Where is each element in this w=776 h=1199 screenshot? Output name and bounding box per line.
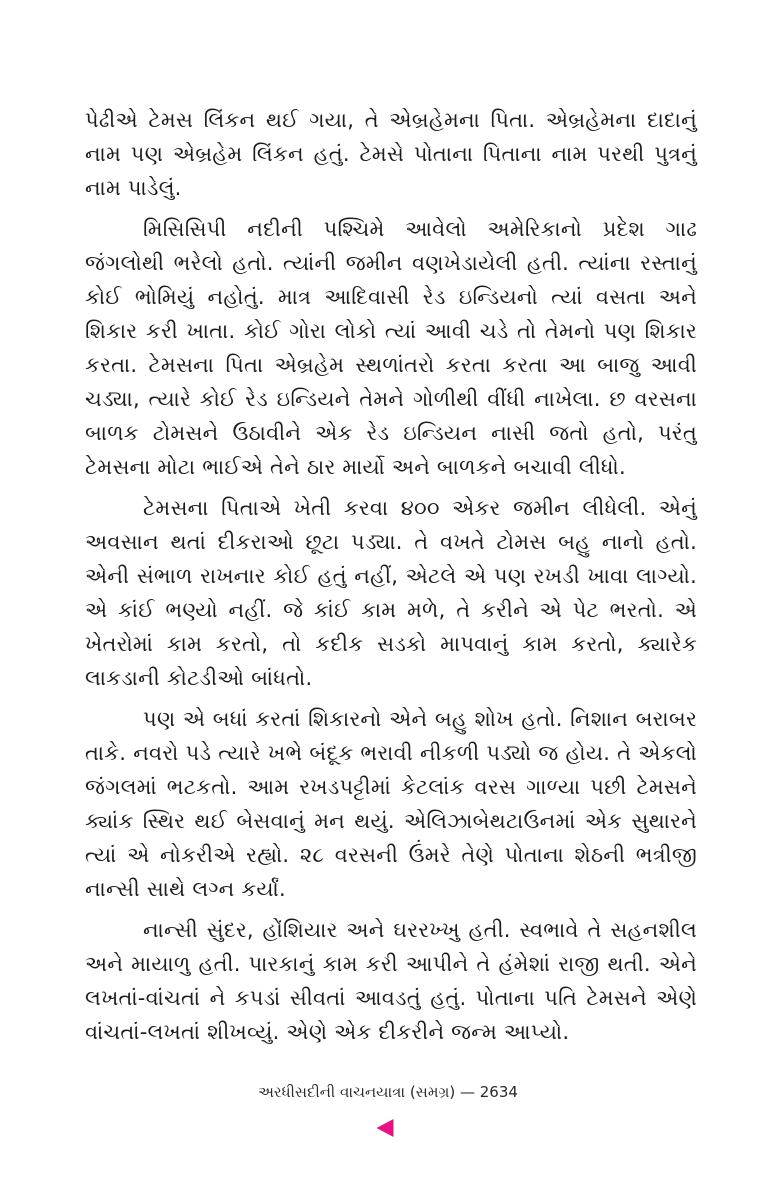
body-text xyxy=(85,103,697,1056)
paragraph: નાન્સી સુંદર, હોંશિયાર અને ઘરરખ્ખુ હતી. સ્વભાવે તે સહનશીલ અને માયાળુ હતી. પારકાનું કામ કરી આપીને તે હંમેશાં રાજી થતી. એને લખતાં-વાંચતાં ને કપડાં સીવતાં આવડતું હતું. પોતાના પતિ ટેમસને એણે વાંચતાં-લખતાં શીખવ્યું. એણે એક દીકરીને જન્મ આપ્યો. xyxy=(85,918,697,1044)
paragraph: પેઢીએ ટેમસ લિંકન થઈ ગયા, તે એબ્રહેમના પિતા. એબ્રહેમના દાદાનું નામ પણ એબ્રહેમ લિંકન હતું. ટેમસે પોતાના પિતાના નામ પરથી પુત્રનું નામ પાડેલું. xyxy=(85,108,697,200)
paragraph: પણ એ બધાં કરતાં શિકારનો એને બહુ શોખ હતો. નિશાન બરાબર તાકે. નવરો પડે ત્યારે ખભે બંદૂક ભરાવી નીકળી પડ્યો જ હોય. તે એકલો જંગલમાં ભટકતો. આમ રખડપટ્ટીમાં કેટલાંક વરસ ગાળ્યા પછી ટેમસને ક્યાંક સ્થિર થઈ બેસવાનું મન થયું. એલિઝાબેથટાઉનમાં એક સુથારને ત્યાં એ નોકરીએ રહ્યો. ૨૮ વરસની ઉંમરે તેણે પોતાના શેઠની ભત્રીજી નાન્સી સાથે લગ્ન કર્યાં. xyxy=(85,707,697,901)
previous-page-button[interactable] xyxy=(375,1117,396,1139)
paragraph: ટેમસના પિતાએ ખેતી કરવા ૪૦૦ એકર જમીન લીધેલી. એનું અવસાન થતાં દીકરાઓ છૂટા પડ્યા. તે વખતે ટોમસ બહુ નાનો હતો. એની સંભાળ રાખનાર કોઈ હતું નહીં, એટલે એ પણ રખડી ખાવા લાગ્યો. એ કાંઈ ભણ્યો નહીં. જે કાંઈ કામ મળે, તે કરીને એ પેટ ભરતો. એ ખેતરોમાં કામ કરતો, તો કદીક સડકો માપવાનું કામ કરતો, ક્યારેક લાકડાની કોટડીઓ બાંધતો. xyxy=(85,496,697,690)
footer-caption: અરધીસદીની વાચનયાત્રા (સમગ્ર) — 2634 xyxy=(258,1083,518,1101)
paragraph: મિસિસિપી નદીની પશ્ચિમે આવેલો અમેરિકાનો પ્રદેશ ગાઢ જંગલોથી ભરેલો હતો. ત્યાંની જમીન વણખેડાયેલી હતી. ત્યાંના રસ્તાનું કોઈ ભોમિયું નહોતું. માત્ર આદિવાસી રેડ ઇન્ડિયનો ત્યાં વસતા અને શિકાર કરી ખાતા. કોઈ ગોરા લોકો ત્યાં આવી ચડે તો તેમનો પણ શિકાર કરતા. ટેમસના પિતા એબ્રહેમ સ્થળાંતરો કરતા કરતા આ બાજુ આવી ચડ્યા, ત્યારે કોઈ રેડ ઇન્ડિયને તેમને ગોળીથી વીંધી નાખેલા. છ વરસના બાળક ટોમસને ઉઠાવીને એક રેડ ઇન્ડિયન નાસી જતો હતો, પરંતુ ટેમસના મોટા ભાઈએ તેને ઠાર માર્યો અને બાળકને બચાવી લીધો. xyxy=(85,217,697,479)
prev-triangle-icon xyxy=(377,1119,394,1137)
